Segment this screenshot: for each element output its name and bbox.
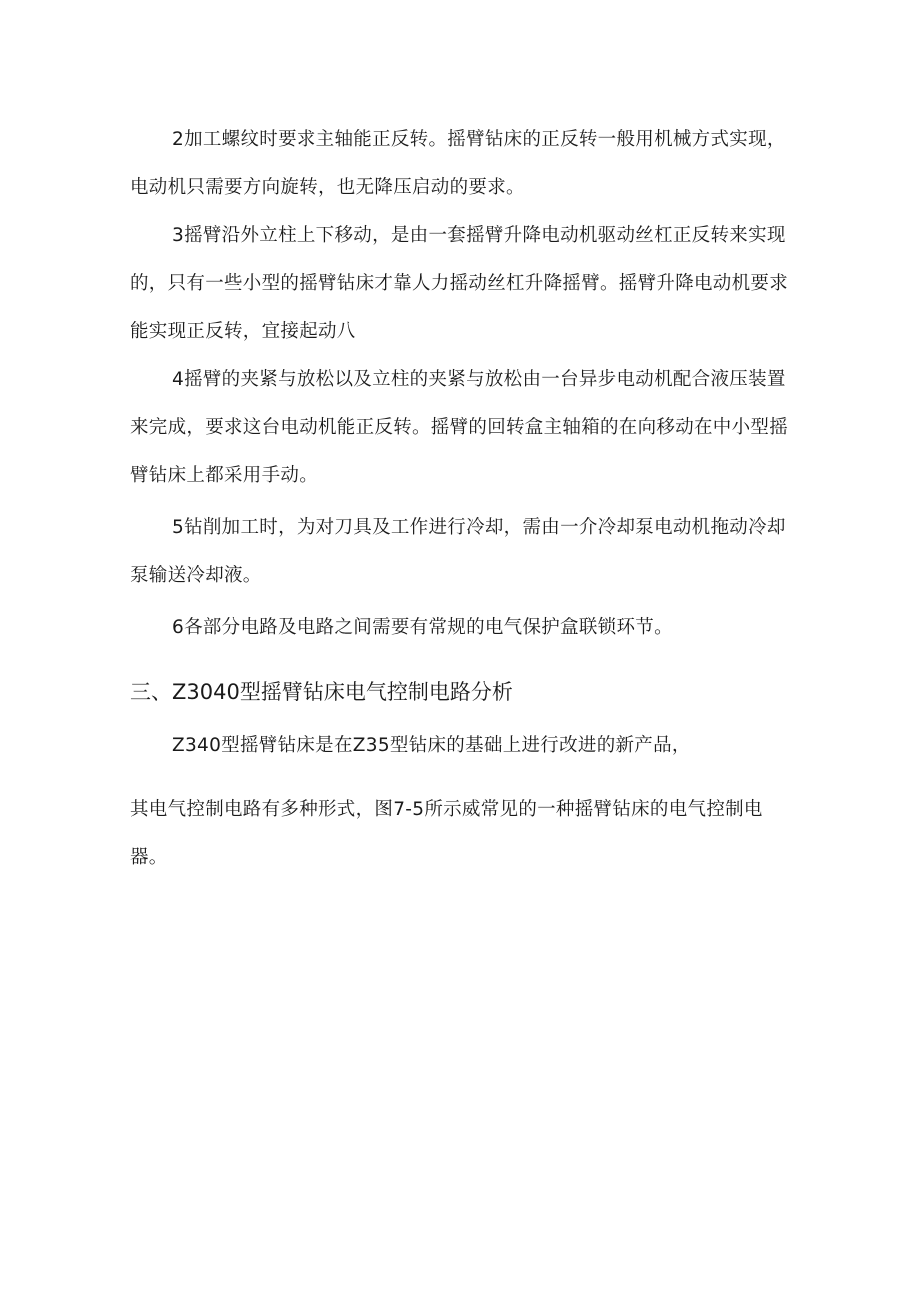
paragraph-protection: 6各部分电路及电路之间需要有常规的电气保护盒联锁环节。	[172, 617, 673, 638]
paragraph-cooling: 5钻削加工时，为对刀具及工作进行冷却，需由一介冷却泵电动机拖动冷却泵输送冷却液。	[130, 517, 786, 586]
paragraph-arm-lifting: 3摇臂沿外立柱上下移动，是由一套摇臂升降电动机驱动丝杠正反转来实现的，只有一些小型的摇臂钻床才靠人力摇动丝杠升降摇臂。摇臂升降电动机要求能实现正反转，宜接起动八	[130, 225, 789, 342]
section-body: 其电气控制电路有多种形式，图7-5所示威常见的一种摇臂钻床的电气控制电器。	[130, 799, 763, 868]
section-heading: 三、Z3040型摇臂钻床电气控制电路分析	[130, 680, 513, 704]
paragraph-clamping: 4摇臂的夹紧与放松以及立柱的夹紧与放松由一台异步电动机配合液压装置来完成，要求这台电动机能正反转。摇臂的回转盒主轴箱的在向移动在中小型摇臂钻床上都采用手动。	[130, 369, 789, 486]
paragraph-spindle-reversal: 2加工螺纹时要求主轴能正反转。摇臂钻床的正反转一般用机械方式实现，电动机只需要方向旋转，也无降压启动的要求。	[130, 129, 786, 198]
section-intro: Z340型摇臂钻床是在Z35型钻床的基础上进行改进的新产品，	[172, 735, 691, 756]
